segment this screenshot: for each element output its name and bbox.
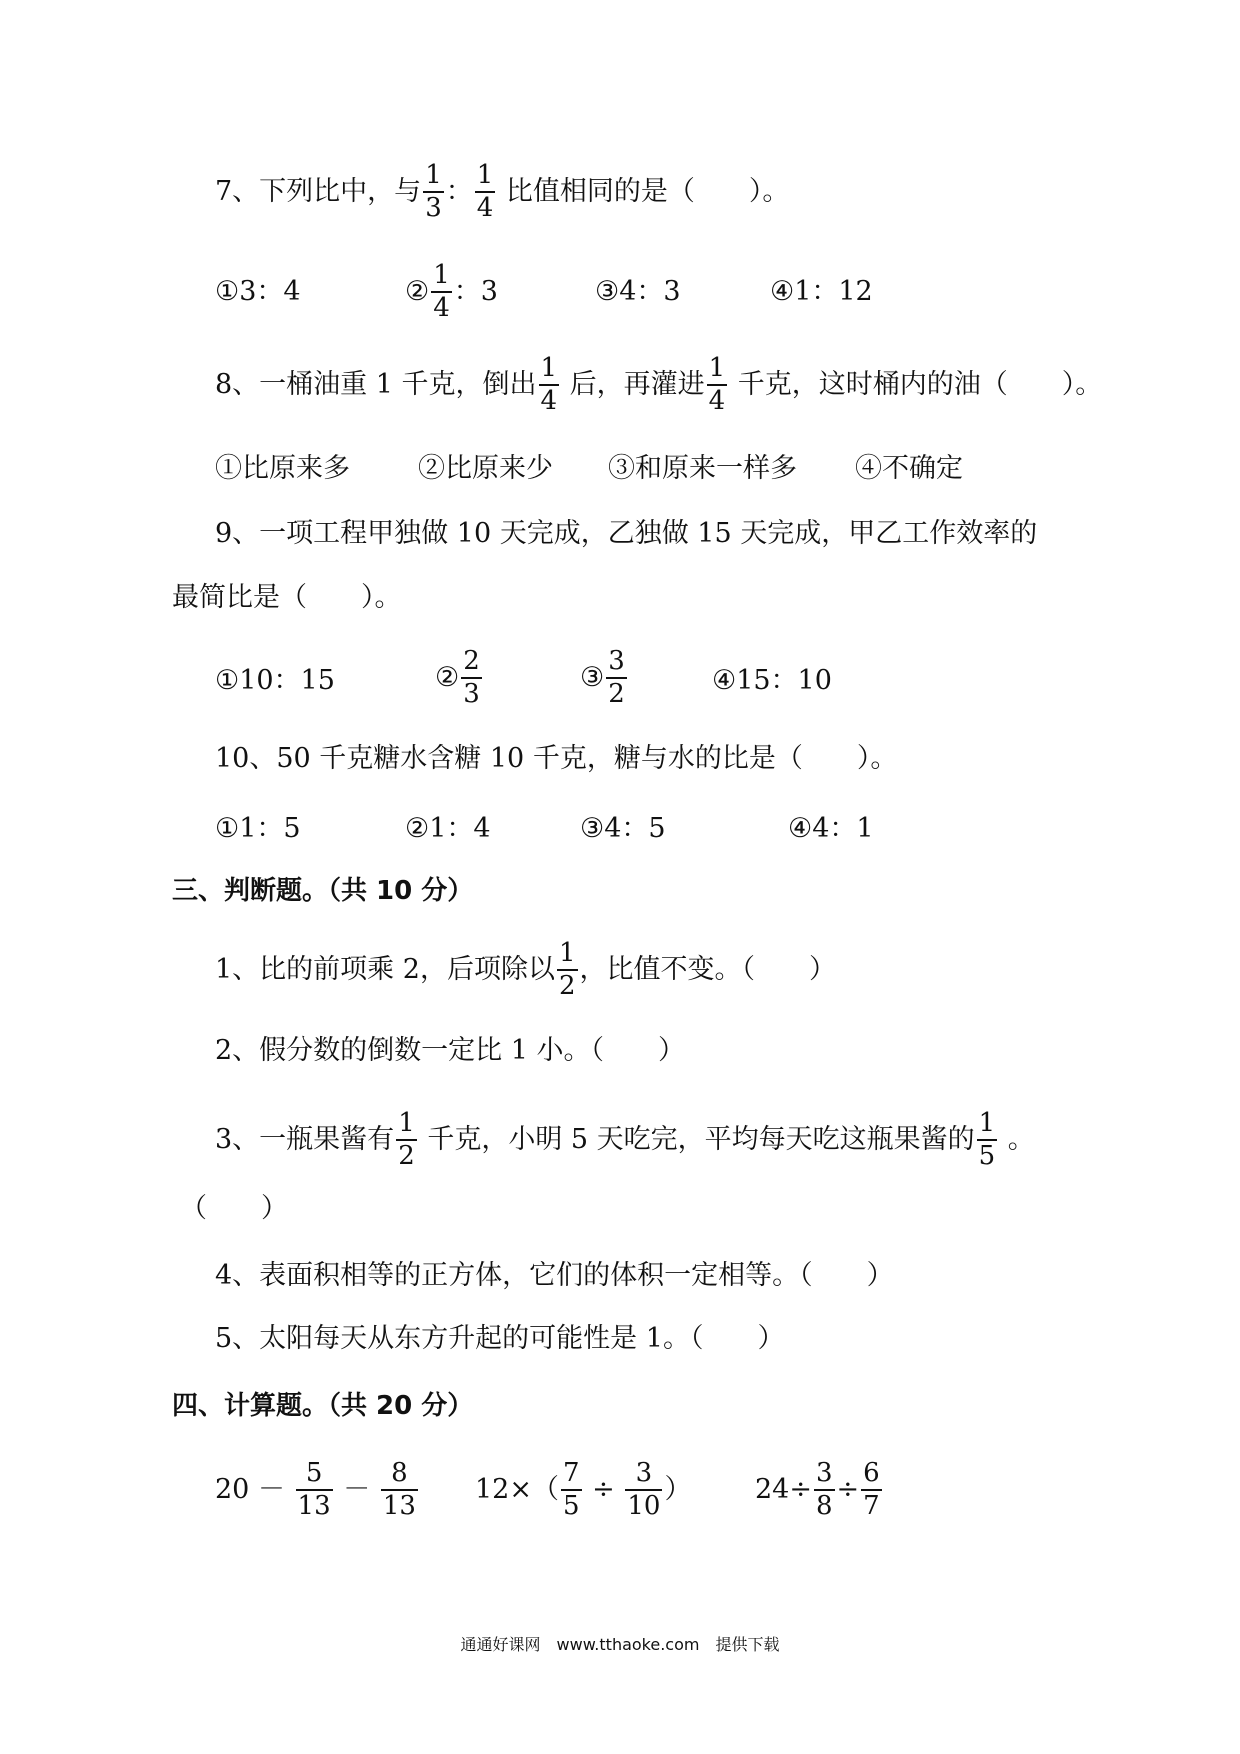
fraction: $\frac{8}{13}$ xyxy=(382,1458,416,1522)
q10-option-4: ④4：1 xyxy=(788,813,874,844)
q7-option-2: ② $\frac{1}{4}$ ：3 xyxy=(405,260,498,324)
fraction: $\frac{3}{8}$ xyxy=(815,1458,833,1522)
calc-expression-1: 20 － $\frac{5}{13}$ － $\frac{8}{13}$ xyxy=(215,1458,416,1522)
q10-option-1: ①1：5 xyxy=(215,813,301,844)
section-3-title: 三、判断题。（共 10 分） xyxy=(172,876,474,906)
fraction: $\frac{7}{5}$ xyxy=(562,1458,580,1522)
q8-option-1: ①比原来多 xyxy=(215,453,350,484)
q9-option-2: ② $\frac{2}{3}$ xyxy=(435,646,480,710)
q8-option-2: ②比原来少 xyxy=(418,453,553,484)
q8-option-3: ③和原来一样多 xyxy=(608,453,797,484)
q8-option-4: ④不确定 xyxy=(855,453,963,484)
q9-option-1: ①10：15 xyxy=(215,665,335,696)
question-7: 7、下列比中，与 $\frac{1}{3}$ ： $\frac{1}{4}$ 比值相同的是（ ）。 xyxy=(215,160,790,224)
judge-1: 1、比的前项乘 2，后项除以 $\frac{1}{2}$ ，比值不变。（ ） xyxy=(215,938,836,1002)
fraction: $\frac{1}{4}$ xyxy=(540,353,558,417)
question-9-line-1: 9、一项工程甲独做 10 天完成，乙独做 15 天完成，甲乙工作效率的 xyxy=(215,518,1038,549)
judge-3-paren: （ ） xyxy=(180,1193,288,1224)
fraction: $\frac{5}{13}$ xyxy=(297,1458,331,1522)
question-8: 8、一桶油重 1 千克，倒出 $\frac{1}{4}$ 后，再灌进 $\frac{1}{4}$ 千克，这时桶内的油（ ）。 xyxy=(215,353,1103,417)
section-4-title: 四、计算题。（共 20 分） xyxy=(172,1391,474,1421)
q7-option-1: ①3：4 xyxy=(215,276,301,307)
question-10: 10、50 千克糖水含糖 10 千克，糖与水的比是（ ）。 xyxy=(215,743,898,774)
q7-option-4: ④1：12 xyxy=(770,276,873,307)
fraction: $\frac{1}{5}$ xyxy=(978,1108,996,1172)
q10-option-2: ②1：4 xyxy=(405,813,491,844)
fraction: $\frac{1}{4}$ xyxy=(476,160,494,224)
q10-option-3: ③4：5 xyxy=(580,813,666,844)
judge-4: 4、表面积相等的正方体，它们的体积一定相等。（ ） xyxy=(215,1260,894,1291)
fraction: $\frac{2}{3}$ xyxy=(463,646,480,710)
q9-option-3: ③ $\frac{3}{2}$ xyxy=(580,646,625,710)
fraction: $\frac{1}{4}$ xyxy=(708,353,726,417)
fraction: $\frac{3}{10}$ xyxy=(627,1458,661,1522)
judge-2: 2、假分数的倒数一定比 1 小。（ ） xyxy=(215,1035,686,1066)
judge-3: 3、一瓶果酱有 $\frac{1}{2}$ 千克，小明 5 天吃完，平均每天吃这瓶果酱的 $\frac{1}{5}$ 。 xyxy=(215,1108,1035,1172)
calc-expression-3: 24÷ $\frac{3}{8}$ ÷ $\frac{6}{7}$ xyxy=(755,1458,880,1522)
fraction: $\frac{6}{7}$ xyxy=(863,1458,880,1522)
footer-credit: 通通好课网 www.tthaoke.com 提供下载 xyxy=(460,1635,780,1654)
fraction: $\frac{3}{2}$ xyxy=(608,646,625,710)
fraction: $\frac{1}{2}$ xyxy=(558,938,576,1002)
judge-5: 5、太阳每天从东方升起的可能性是 1。（ ） xyxy=(215,1323,785,1354)
question-9-line-2: 最简比是（ ）。 xyxy=(172,582,402,613)
fraction: $\frac{1}{2}$ xyxy=(398,1108,415,1172)
q9-option-4: ④15：10 xyxy=(712,665,832,696)
calc-expression-2: 12×（ $\frac{7}{5}$ ÷ $\frac{3}{10}$ ） xyxy=(475,1458,692,1522)
fraction: $\frac{1}{4}$ xyxy=(433,260,450,324)
fraction: $\frac{1}{3}$ xyxy=(425,160,442,224)
q7-option-3: ③4：3 xyxy=(595,276,681,307)
